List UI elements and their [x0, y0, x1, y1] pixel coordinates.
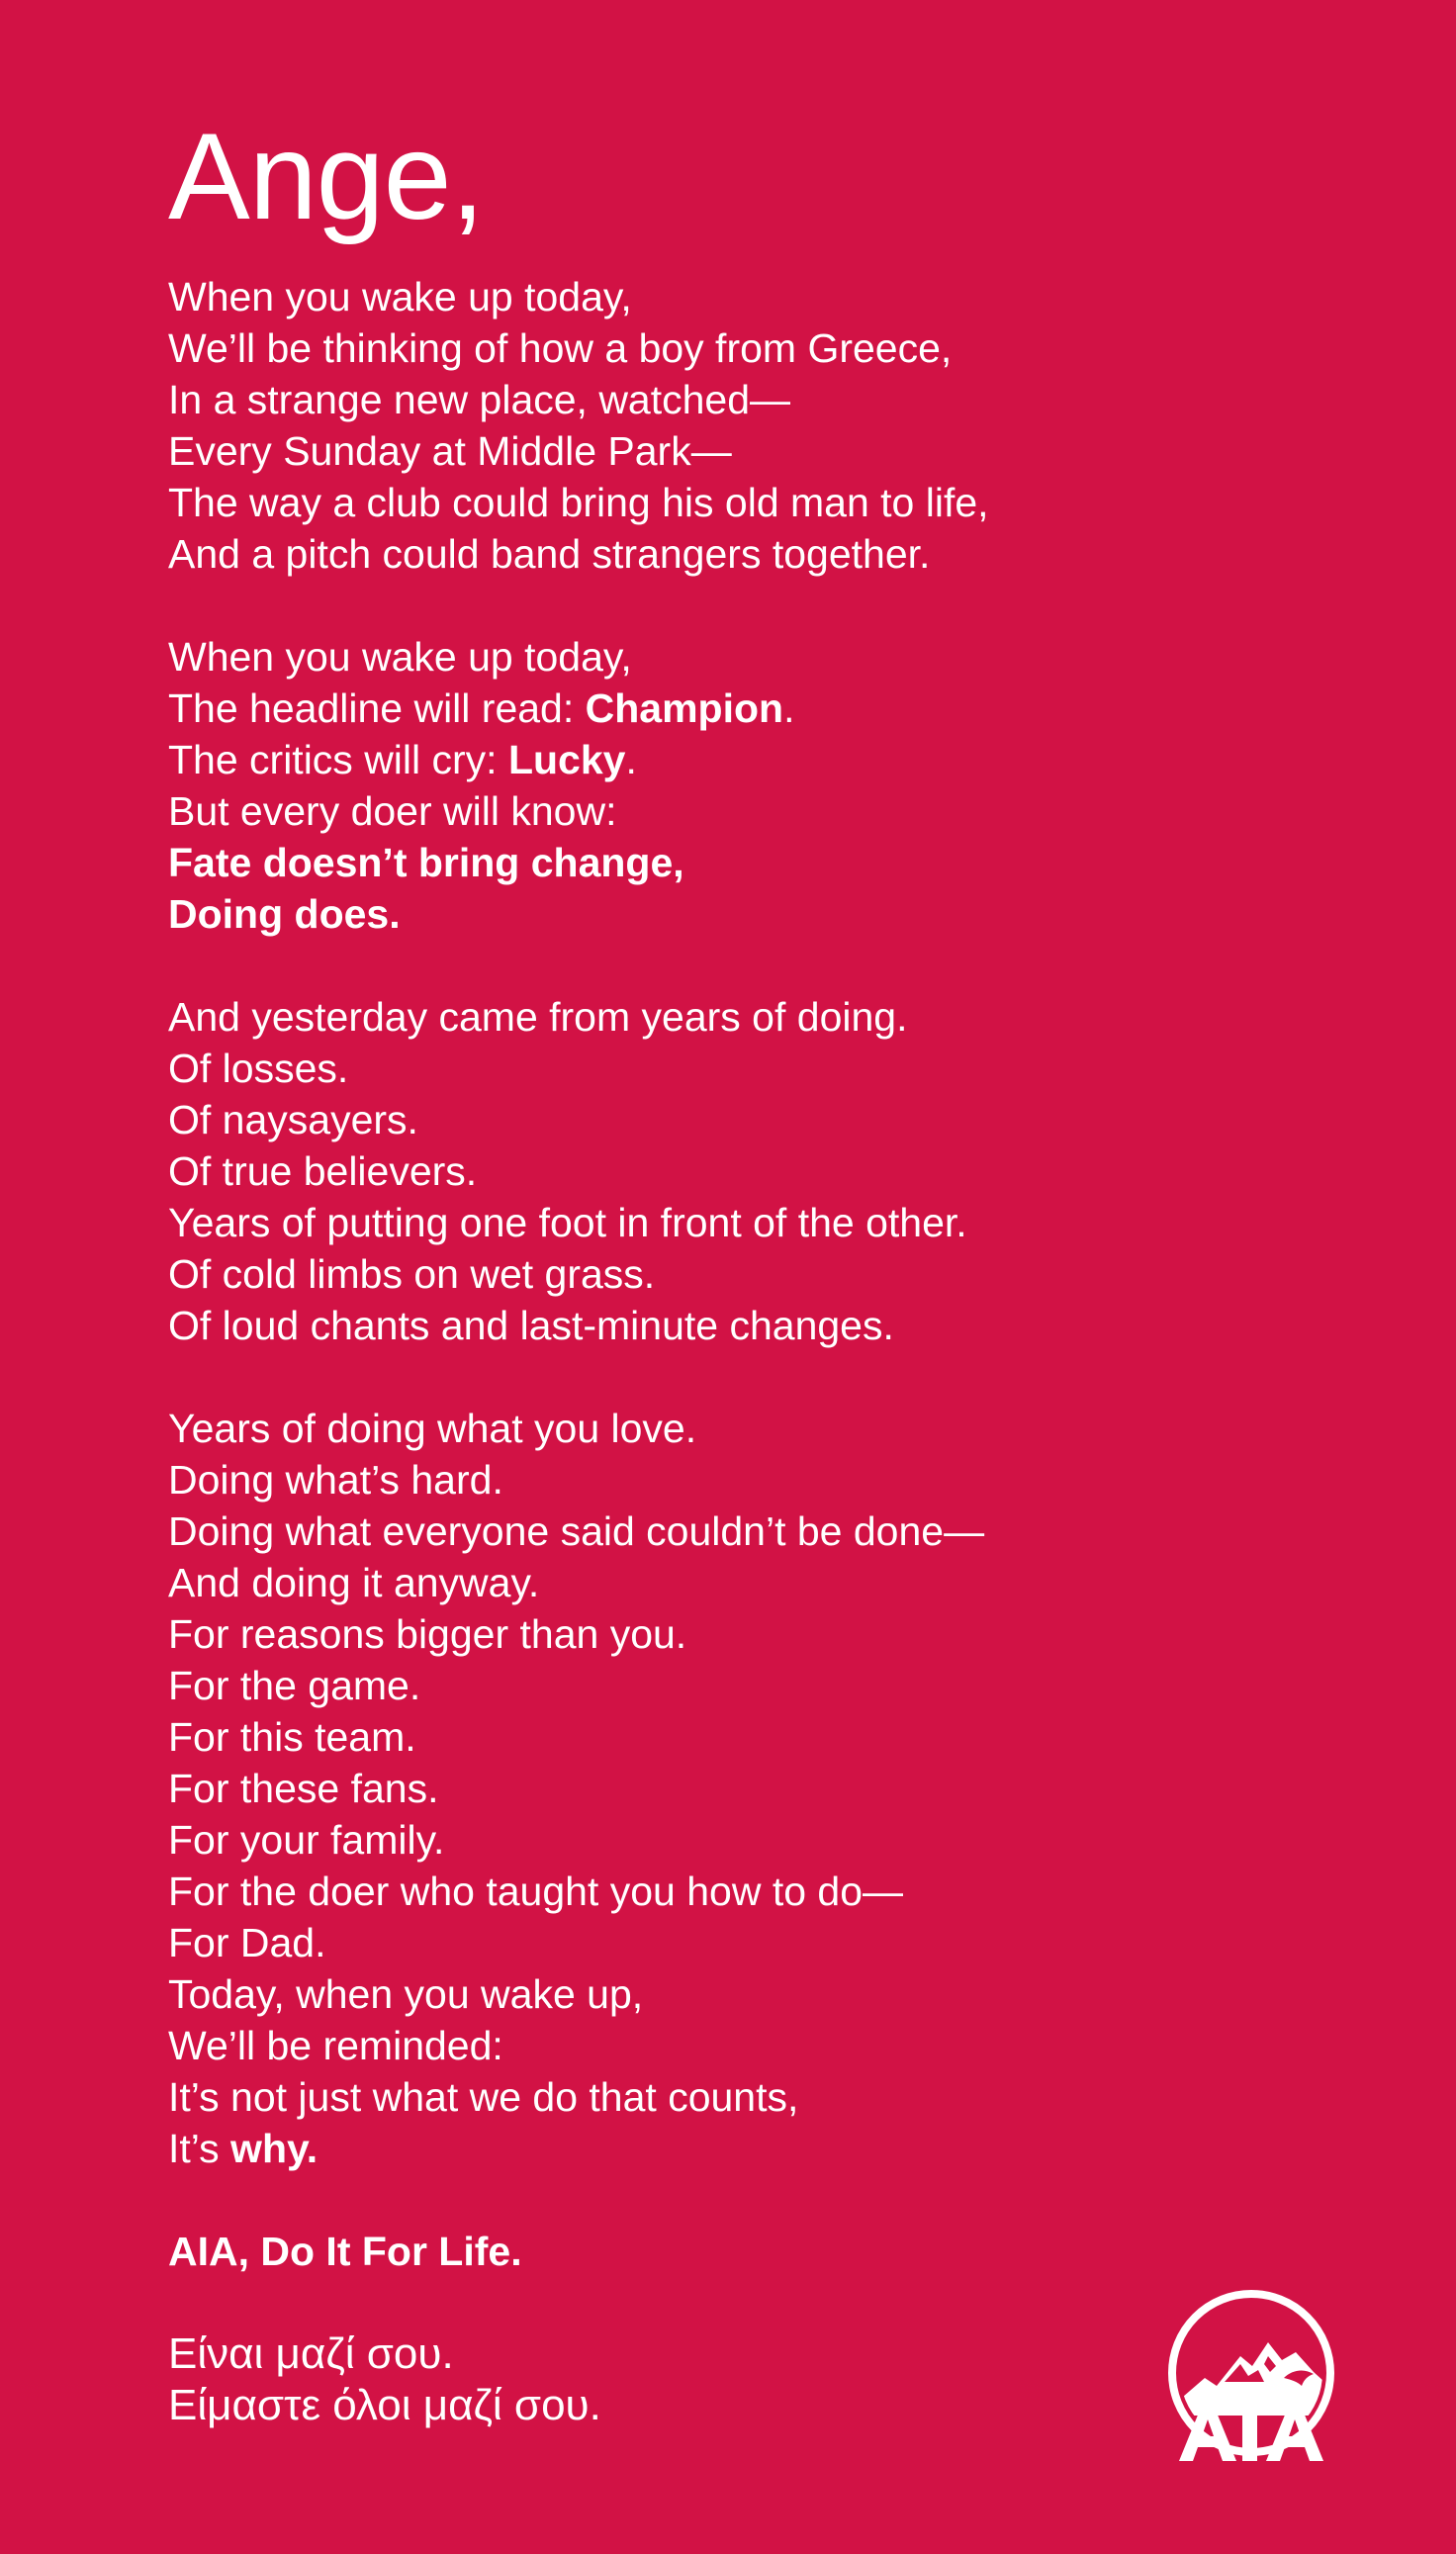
poem-line: For these fans. [168, 1766, 439, 1811]
poem-line-why [168, 2123, 1157, 2174]
line-text: The headline will read: [168, 685, 586, 731]
poem-line: For the game. [168, 1663, 421, 1708]
stanza-1 [168, 271, 1157, 580]
line-text: The critics will cry: [168, 737, 508, 782]
champion-emphasis: Champion [585, 685, 784, 731]
poem-line: In a strange new place, watched— [168, 377, 791, 422]
poem-line: Of loud chants and last-minute changes. [168, 1303, 894, 1348]
poem-line: And doing it anyway. [168, 1560, 540, 1605]
line-punct: . [783, 685, 795, 731]
poem-line: For this team. [168, 1714, 416, 1760]
poem-line: Today, when you wake up, [168, 1971, 644, 2017]
poem-line: For reasons bigger than you. [168, 1611, 687, 1657]
greek-line: Είμαστε όλοι μαζί σου. [168, 2381, 601, 2429]
poem-line: And a pitch could band strangers together. [168, 531, 931, 577]
poem-line: Years of putting one foot in front of the other. [168, 1200, 967, 1245]
poem-line: Of cold limbs on wet grass. [168, 1251, 656, 1297]
poem-line: And yesterday came from years of doing. [168, 994, 908, 1040]
poem-line: We’ll be thinking of how a boy from Greece, [168, 325, 953, 371]
poem-line: For Dad. [168, 1920, 326, 1965]
greeting-heading: Ange, [168, 109, 485, 245]
poem-line: Doing what’s hard. [168, 1457, 503, 1503]
line-text: It’s [168, 2126, 231, 2171]
greek-line: Είναι μαζί σου. [168, 2329, 454, 2378]
poem-line-critics [168, 734, 1157, 785]
poem-line: It’s not just what we do that counts, [168, 2074, 799, 2120]
lucky-emphasis: Lucky [507, 737, 626, 782]
why-emphasis: why. [230, 2126, 318, 2171]
poem-line: Of true believers. [168, 1148, 478, 1194]
poem-line: But every doer will know: [168, 788, 617, 834]
greek-closing [168, 2328, 1157, 2431]
poem-line: When you wake up today, [168, 634, 632, 680]
poem-line: For your family. [168, 1817, 445, 1863]
poem-line-bold: Fate doesn’t bring change, [168, 840, 684, 885]
brand-tagline: AIA, Do It For Life. [168, 2229, 522, 2274]
line-punct: . [625, 737, 637, 782]
poem-line-headline [168, 683, 1157, 734]
poem-line: Of naysayers. [168, 1097, 418, 1142]
poem-line-bold: Doing does. [168, 891, 401, 937]
poem-line: Doing what everyone said couldn’t be done— [168, 1508, 985, 1554]
poem-line: Every Sunday at Middle Park— [168, 428, 732, 474]
poem-line: We’ll be reminded: [168, 2023, 503, 2068]
stanza-2 [168, 631, 1157, 940]
poem-letter [168, 103, 1157, 2483]
poem-line: Of losses. [168, 1046, 349, 1091]
poem-line: The way a club could bring his old man to life, [168, 480, 989, 525]
poem-line: When you wake up today, [168, 274, 632, 319]
stanza-3 [168, 991, 1157, 1351]
poem-line: For the doer who taught you how to do— [168, 1869, 904, 1914]
aia-mountain-logo-icon [1165, 2287, 1337, 2475]
stanza-4 [168, 1403, 1157, 2174]
aia-logo-letters [1179, 2408, 1323, 2461]
poem-line: Years of doing what you love. [168, 1406, 697, 1451]
